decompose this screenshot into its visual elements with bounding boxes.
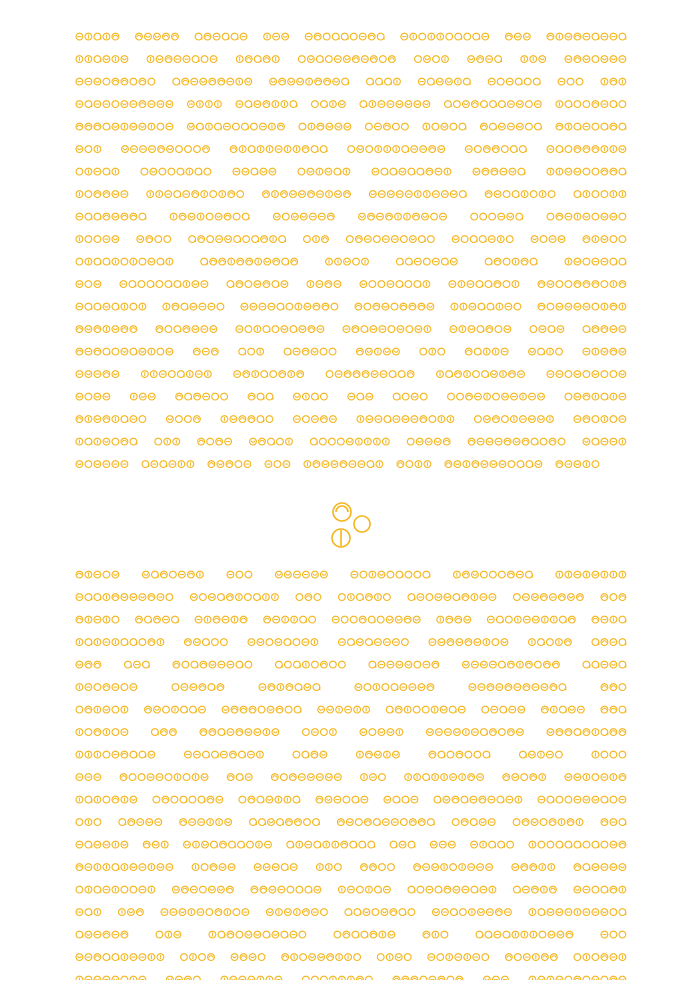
- text-line: [76, 864, 626, 871]
- text-line: [76, 191, 626, 198]
- text-line: [76, 571, 626, 578]
- text-line: [76, 774, 626, 781]
- text-line: [76, 393, 626, 400]
- text-line: [76, 56, 626, 63]
- text-line: [76, 213, 626, 220]
- text-line: [76, 303, 626, 310]
- text-line: [76, 931, 626, 938]
- lower-paragraph-block: [0, 560, 700, 980]
- upper-glyph-text: [0, 22, 700, 492]
- text-line: [76, 729, 626, 736]
- text-line: [76, 594, 626, 601]
- text-line: [76, 639, 626, 646]
- text-line: [76, 661, 626, 668]
- text-line: [76, 348, 626, 355]
- text-line: [76, 954, 626, 961]
- text-line: [76, 168, 626, 175]
- text-line: [76, 841, 626, 848]
- text-line: [76, 616, 626, 623]
- text-line: [76, 751, 626, 758]
- text-line: [76, 326, 626, 333]
- text-line: [76, 886, 626, 893]
- text-line: [76, 236, 626, 243]
- text-line: [76, 416, 626, 423]
- text-line: [76, 281, 626, 288]
- text-line: [76, 976, 626, 980]
- text-line: [76, 684, 626, 691]
- text-line: [76, 101, 626, 108]
- lower-glyph-text: [0, 560, 700, 980]
- circle-glyph-ornament-icon: [326, 500, 376, 552]
- text-line: [76, 33, 626, 40]
- text-line: [76, 819, 626, 826]
- text-line: [76, 258, 626, 265]
- text-line: [76, 146, 626, 153]
- text-line: [76, 371, 626, 378]
- upper-paragraph-block: [0, 22, 700, 492]
- text-line: [76, 461, 599, 468]
- text-line: [76, 123, 626, 130]
- text-line: [76, 78, 626, 85]
- text-line: [76, 438, 626, 445]
- text-line: [76, 909, 626, 916]
- text-line: [76, 796, 626, 803]
- text-line: [76, 706, 626, 713]
